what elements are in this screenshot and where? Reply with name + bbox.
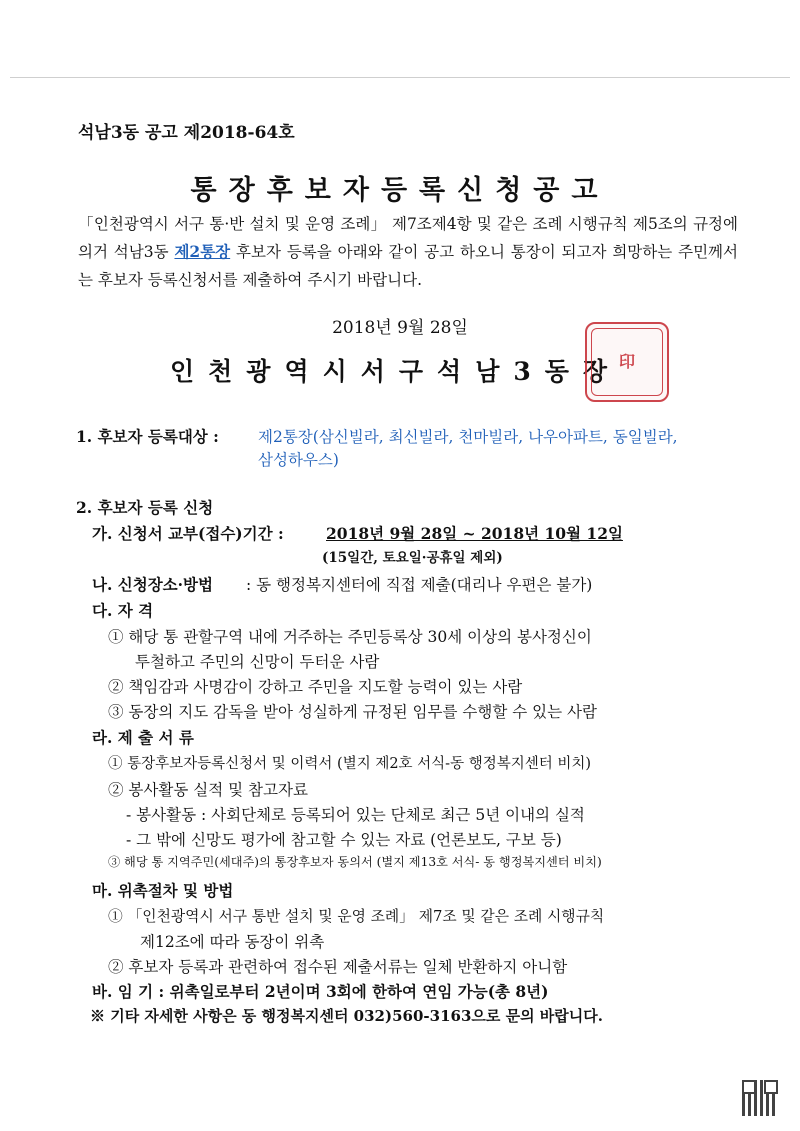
intro-team-link[interactable]: 제2통장: [174, 242, 231, 261]
qualification-label: 다. 자 격: [92, 601, 154, 620]
place-label: 나. 신청장소·방법: [92, 575, 214, 594]
section1-value-line1: 제2통장(삼신빌라, 최신빌라, 천마빌라, 나우아파트, 동일빌라,: [258, 428, 678, 446]
page-title: 통장후보자등록신청공고: [190, 175, 610, 206]
official-seal-stamp: [585, 322, 669, 402]
procedure-item-2: ② 후보자 등록과 관련하여 접수된 제출서류는 일체 반환하지 아니함: [108, 958, 568, 976]
documents-label: 라. 제 출 서 류: [92, 728, 194, 747]
qualification-item-3: ③ 동장의 지도 감독을 받아 성실하게 규정된 임무를 수행할 수 있는 사람: [108, 703, 597, 721]
qualification-item-1: ① 해당 통 관할구역 내에 거주하는 주민등록상 30세 이상의 봉사정신이: [108, 628, 592, 646]
documents-item-2-sub2: - 그 밖에 신망도 평가에 참고할 수 있는 자료 (언론보도, 구보 등): [126, 831, 562, 849]
intro-text-2: 후보자 등록을 아래와 같이 공고 하오니 통장이 되고자 희망하는 주민께서는 후보자 등록신청서를 제출하여 주시기 바랍니다.: [78, 243, 738, 289]
period-label: 가. 신청서 교부(접수)기간 :: [92, 524, 284, 543]
procedure-item-1: ① 「인천광역시 서구 통반 설치 및 운영 조례」 제7조 및 같은 조례 시행규칙: [108, 908, 605, 925]
section1-value-line2: 삼성하우스): [258, 451, 339, 469]
period-note: (15일간, 토요일·공휴일 제외): [322, 550, 503, 566]
procedure-label: 마. 위촉절차 및 방법: [92, 881, 234, 900]
intro-text-1: 「인천광역시 서구 통·반 설치 및 운영 조례」 제7조제4항 및 같은 조례 시행규칙 제5조의 규정에 의거 석남3동: [78, 215, 738, 261]
documents-item-2: ② 봉사활동 실적 및 참고자료: [108, 781, 308, 799]
term-text: 바. 임 기 : 위촉일로부터 2년이며 3회에 한하여 연임 가능(총 8년): [92, 982, 549, 1001]
contact-note: ※ 기타 자세한 사항은 동 행정복지센터 032)560-3163으로 문의 바랍니다.: [90, 1007, 603, 1025]
top-rule: [10, 77, 790, 78]
documents-item-3: ③ 해당 통 지역주민(세대주)의 통장후보자 동의서 (별지 제13호 서식- 동 행정복지센터 비치): [108, 855, 602, 869]
issuer-name: 인천광역시서구석남3동장: [170, 357, 622, 386]
intro-paragraph: [78, 210, 738, 294]
notice-date: 2018년 9월 28일: [332, 318, 468, 338]
notice-number: 석남3동 공고 제2018-64호: [78, 123, 295, 143]
seal-inner-border: 印: [591, 328, 663, 396]
section1-label: 1. 후보자 등록대상 :: [76, 427, 219, 446]
place-value: : 동 행정복지센터에 직접 제출(대리나 우편은 불가): [246, 576, 593, 594]
period-value: 2018년 9월 28일 ~ 2018년 10월 12일: [326, 524, 623, 543]
qualification-item-2: ② 책임감과 사명감이 강하고 주민을 지도할 능력이 있는 사람: [108, 678, 523, 696]
qr-code-icon[interactable]: [742, 1080, 778, 1116]
section2-heading: 2. 후보자 등록 신청: [76, 498, 214, 517]
documents-item-2-sub1: - 봉사활동 : 사회단체로 등록되어 있는 단체로 최근 5년 이내의 실적: [126, 806, 585, 824]
documents-item-1: ① 통장후보자등록신청서 및 이력서 (별지 제2호 서식-동 행정복지센터 비치): [108, 756, 592, 772]
procedure-item-1-cont: 제12조에 따라 동장이 위촉: [140, 933, 325, 951]
qualification-item-1-cont: 투철하고 주민의 신망이 두터운 사람: [135, 653, 380, 671]
